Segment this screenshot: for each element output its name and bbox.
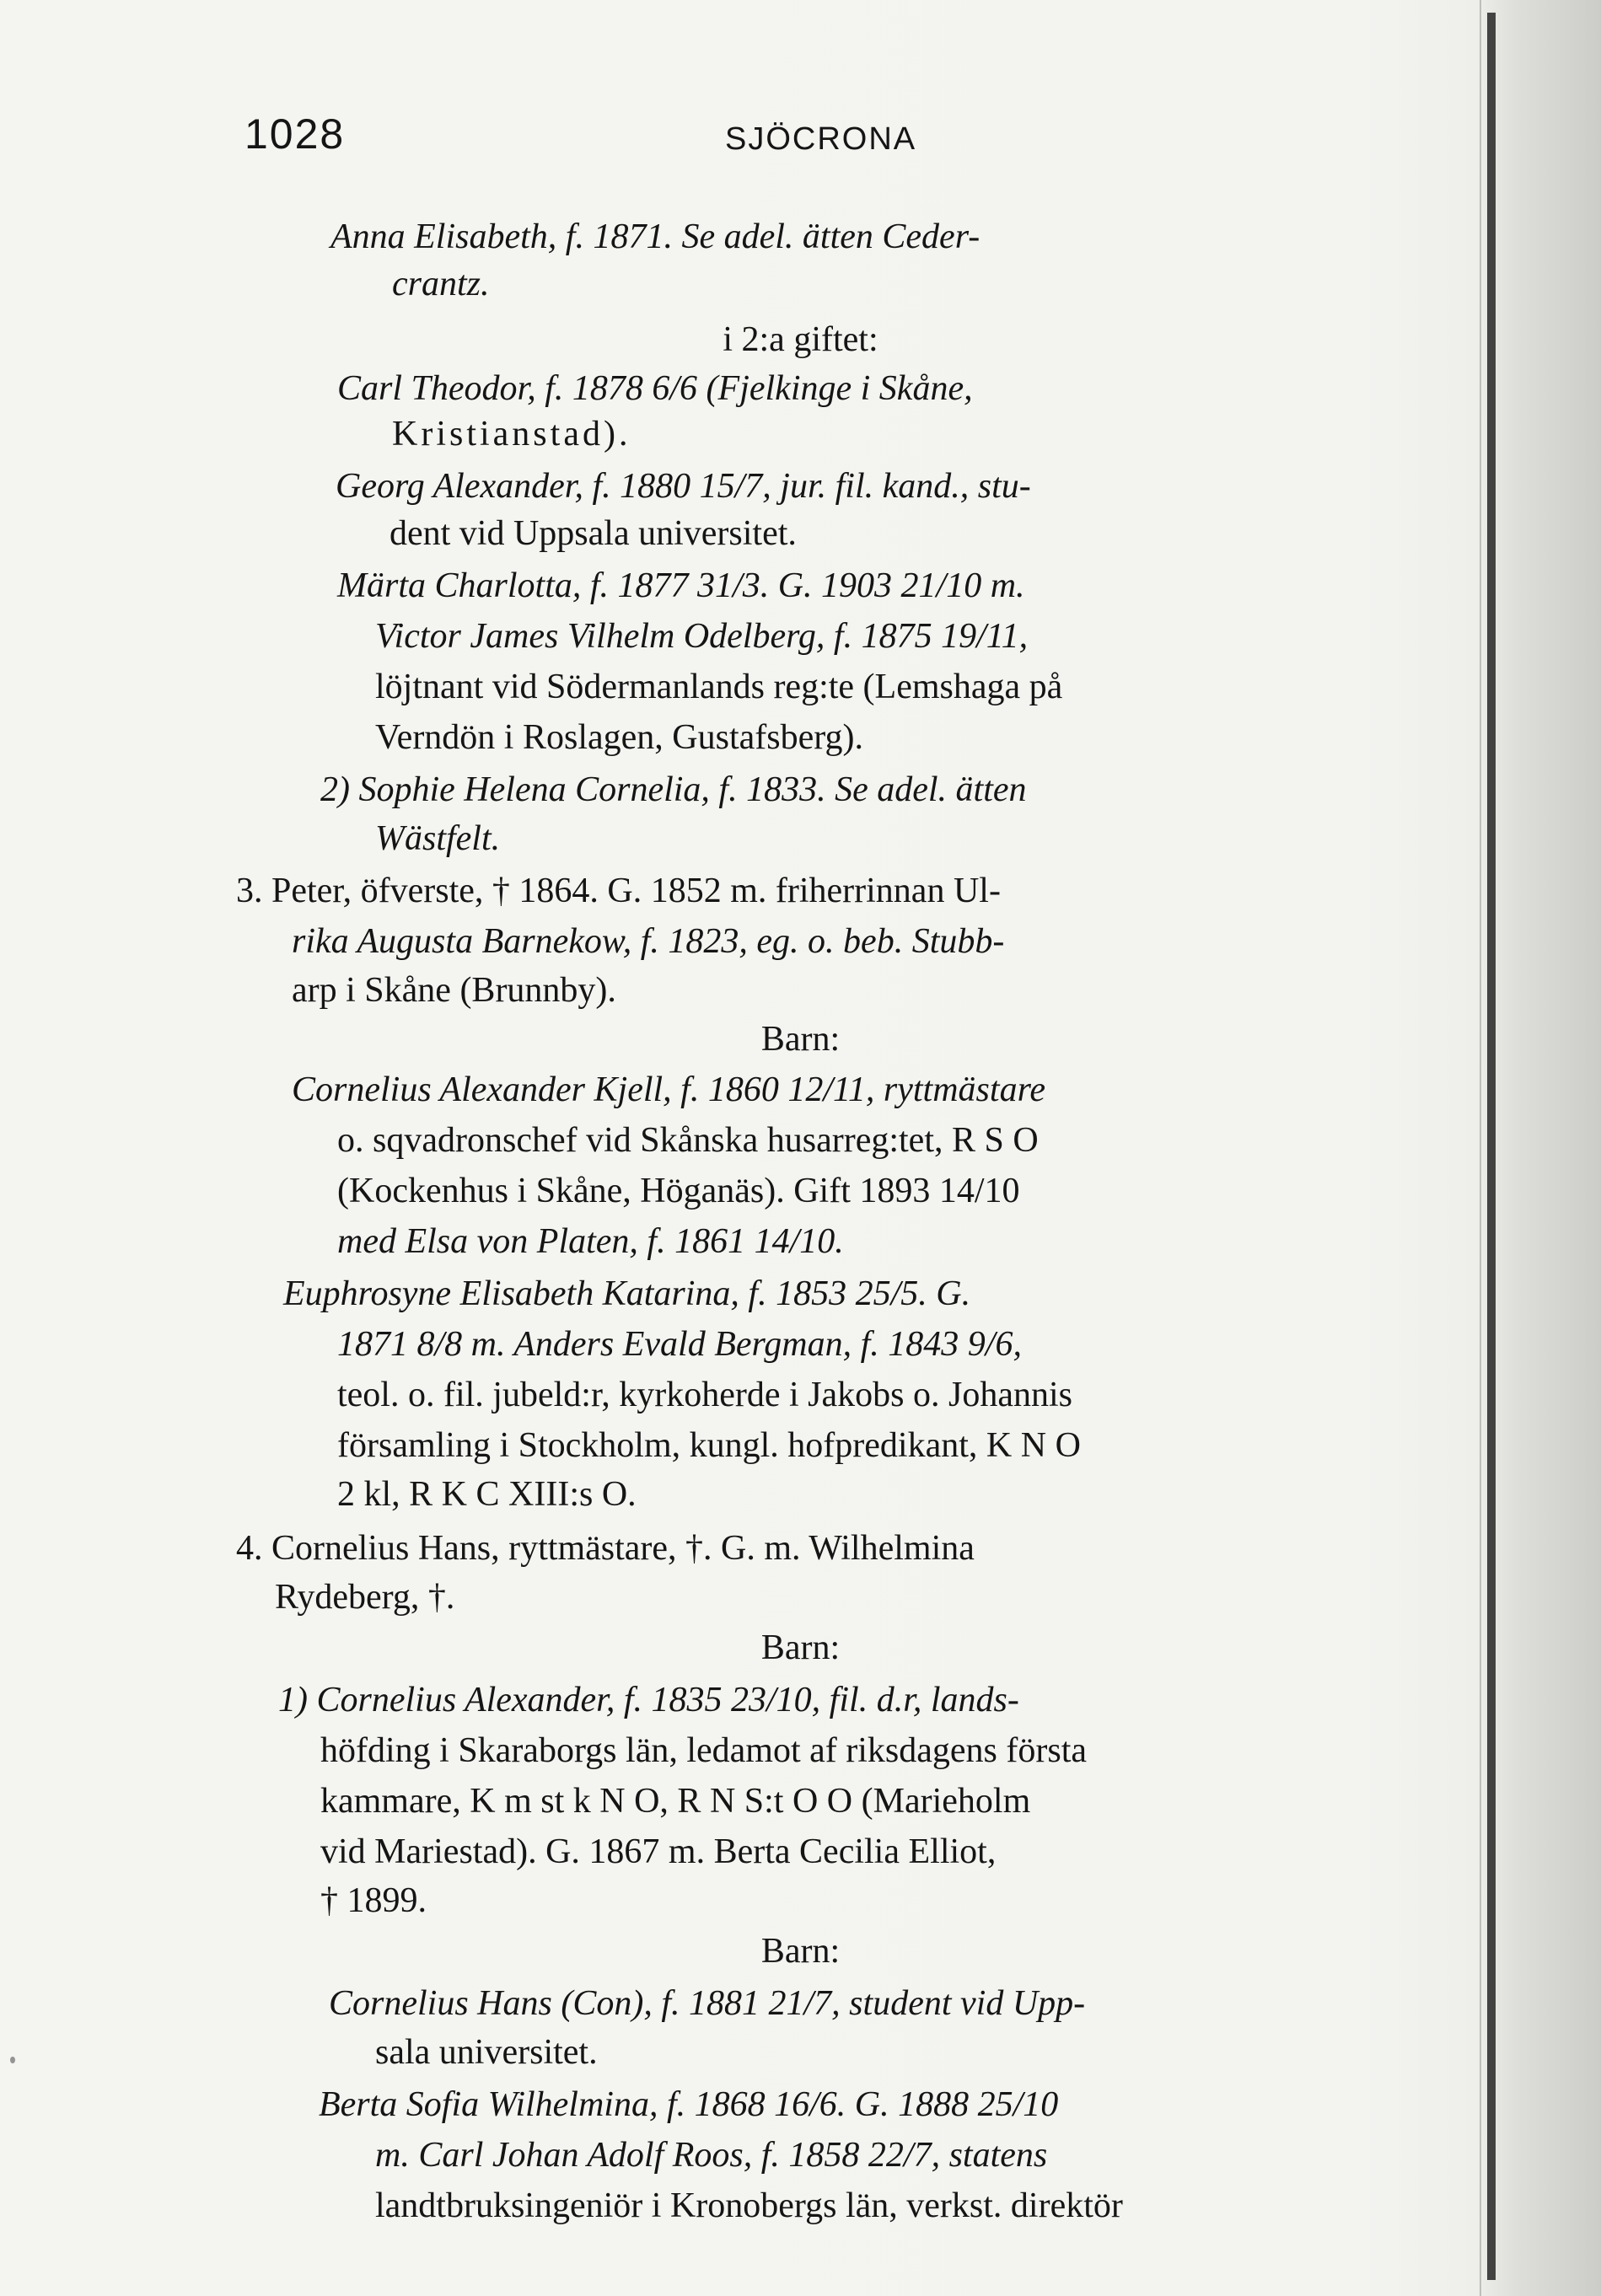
text-line: församling i Stockholm, kungl. hofpredikant, K N O bbox=[337, 1426, 1081, 1465]
text-line: arp i Skåne (Brunnby). bbox=[292, 971, 616, 1010]
text-line: landtbruksingeniör i Kronobergs län, verkst. direktör bbox=[375, 2186, 1123, 2225]
text-line: Wästfelt. bbox=[375, 819, 501, 858]
text-line: 3. Peter, öfverste, † 1864. G. 1852 m. friherrinnan Ul- bbox=[236, 872, 1001, 910]
text-line: höfding i Skaraborgs län, ledamot af riksdagens första bbox=[320, 1731, 1088, 1770]
text-line: 1871 8/8 m. Anders Evald Bergman, f. 1843 9/6, bbox=[337, 1325, 1022, 1364]
text-line: Georg Alexander, f. 1880 15/7, jur. fil. kand., stu- bbox=[336, 467, 1031, 506]
section-heading: Barn: bbox=[760, 1932, 841, 1971]
text-line: 4. Cornelius Hans, ryttmästare, †. G. m. Wilhelmina bbox=[236, 1529, 975, 1568]
section-heading: Barn: bbox=[760, 1020, 841, 1059]
text-line: Kristianstad). bbox=[392, 415, 631, 453]
text-line: Cornelius Hans (Con), f. 1881 21/7, student vid Upp- bbox=[329, 1984, 1086, 2023]
text-line: o. sqvadronschef vid Skånska husarreg:tet, R S O bbox=[337, 1121, 1039, 1160]
text-line: Cornelius Alexander Kjell, f. 1860 12/11, ryttmästare bbox=[292, 1070, 1045, 1109]
text-line: rika Augusta Barnekow, f. 1823, eg. o. beb. Stubb- bbox=[292, 922, 1005, 961]
text-line: Märta Charlotta, f. 1877 31/3. G. 1903 21/10 m. bbox=[337, 566, 1025, 605]
text-line: dent vid Uppsala universitet. bbox=[390, 514, 797, 553]
text-line: 2) Sophie Helena Cornelia, f. 1833. Se adel. ätten bbox=[320, 770, 1027, 809]
text-line: Euphrosyne Elisabeth Katarina, f. 1853 25/5. G. bbox=[283, 1274, 971, 1313]
text-line: (Kockenhus i Skåne, Höganäs). Gift 1893 14/10 bbox=[337, 1172, 1020, 1210]
page-number: 1028 bbox=[244, 110, 346, 158]
running-head: SJÖCRONA bbox=[725, 121, 917, 157]
text-line: Rydeberg, †. bbox=[275, 1578, 455, 1617]
section-heading: i 2:a giftet: bbox=[723, 320, 878, 359]
text-line: Berta Sofia Wilhelmina, f. 1868 16/6. G. 1888 25/10 bbox=[319, 2085, 1059, 2124]
text-line: vid Mariestad). G. 1867 m. Berta Cecilia Elliot, bbox=[320, 1832, 997, 1871]
text-line: sala universitet. bbox=[375, 2033, 598, 2072]
text-line: kammare, K m st k N O, R N S:t O O (Marieholm bbox=[320, 1782, 1031, 1821]
text-line: † 1899. bbox=[320, 1881, 427, 1920]
section-heading: Barn: bbox=[760, 1628, 841, 1667]
text-line: Anna Elisabeth, f. 1871. Se adel. ätten Ceder- bbox=[330, 217, 980, 256]
text-line: crantz. bbox=[392, 265, 490, 303]
text-line: m. Carl Johan Adolf Roos, f. 1858 22/7, statens bbox=[375, 2136, 1048, 2175]
text-line: teol. o. fil. jubeld:r, kyrkoherde i Jakobs o. Johannis bbox=[337, 1376, 1073, 1414]
text-line: Carl Theodor, f. 1878 6/6 (Fjelkinge i Skåne, bbox=[337, 369, 973, 408]
text-line: löjtnant vid Södermanlands reg:te (Lemshaga på bbox=[375, 668, 1063, 706]
text-line: med Elsa von Platen, f. 1861 14/10. bbox=[337, 1222, 844, 1261]
text-line: Victor James Vilhelm Odelberg, f. 1875 19/11, bbox=[375, 617, 1029, 656]
text-line: 2 kl, R K C XIII:s O. bbox=[337, 1475, 637, 1514]
text-line: Verndön i Roslagen, Gustafsberg). bbox=[375, 718, 863, 757]
text-line: 1) Cornelius Alexander, f. 1835 23/10, fil. d.r, lands- bbox=[278, 1681, 1019, 1719]
